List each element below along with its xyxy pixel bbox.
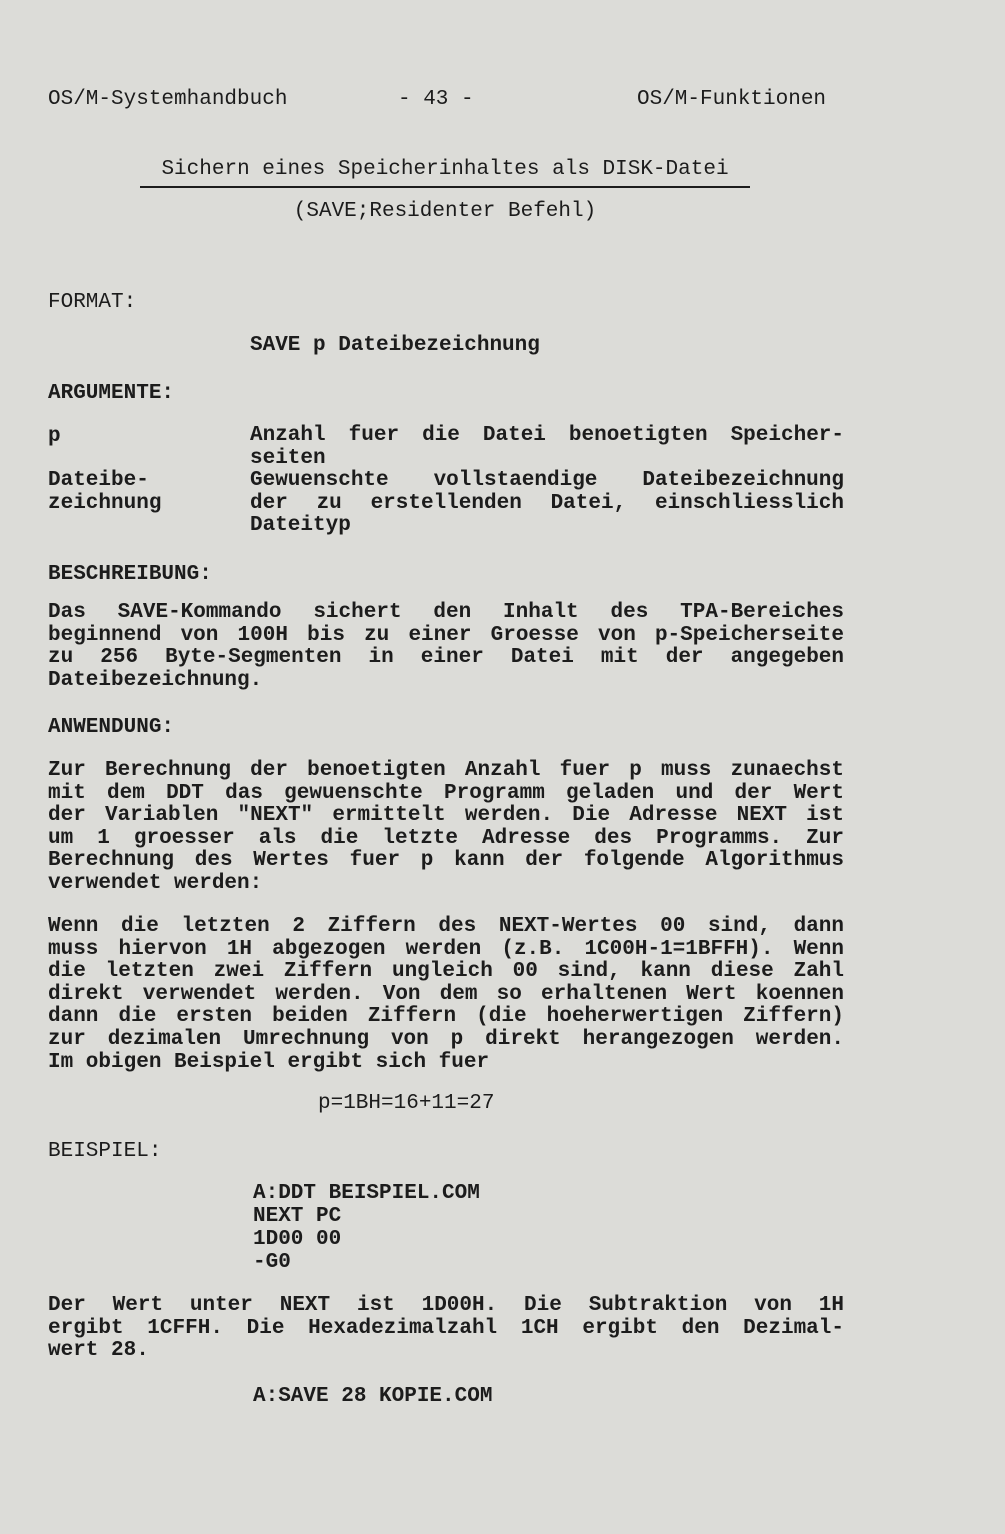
description-label: BESCHREIBUNG: [48, 563, 212, 586]
title-underline [140, 186, 750, 188]
formula: p=1BH=16+11=27 [318, 1092, 495, 1115]
usage-paragraph-1: Zur Berechnung der benoetigten Anzahl fuer p muss zunaechst mit dem DDT das gewuenschte Programm geladen und der Wert der Variablen "NEXT" ermittelt werden. Die Adresse NEXT ist um 1 groesser als die letzte Adresse des Programms. Zur Berechnung des Wertes fuer p kann der folgende Algorithmus verwendet werden: [48, 759, 844, 895]
header-left: OS/M-Systemhandbuch [48, 88, 288, 111]
header-right: OS/M-Funktionen [637, 88, 827, 111]
section-title: Sichern eines Speicherinhaltes als DISK-Datei [161, 158, 729, 181]
page-number: - 43 - [398, 88, 474, 111]
example-code-line: 1D00 00 [253, 1228, 342, 1251]
arg-p-description: Anzahl fuer die Datei benoetigten Speicher- seiten [250, 424, 844, 470]
usage-label: ANWENDUNG: [48, 716, 175, 739]
section-subtitle: (SAVE;Residenter Befehl) [293, 200, 597, 223]
arg-file-name-1: Dateibe- [48, 469, 149, 492]
example-label: BEISPIEL: [48, 1140, 162, 1163]
example-code-line: NEXT PC [253, 1205, 342, 1228]
example-code-line: -G0 [253, 1251, 291, 1274]
usage-paragraph-2: Wenn die letzten 2 Ziffern des NEXT-Wertes 00 sind, dann muss hiervon 1H abgezogen werden (z.B. 1C00H-1=1BFFH). Wenn die letzten zwei Ziffern ungleich 00 sind, kann diese Zahl direkt verwendet werden. Von dem so erhaltenen Wert koennen dann die ersten beiden Ziffern (die hoeherwertigen Ziffern) zur dezimalen Umrechnung von p direkt herangezogen werden. Im obigen Beispiel ergibt sich fuer [48, 915, 844, 1074]
arg-p-name: p [48, 425, 61, 448]
description-paragraph: Das SAVE-Kommando sichert den Inhalt des TPA-Bereiches beginnend von 100H bis zu einer Groesse von p-Speicherseite zu 256 Byte-Segmenten in einer Datei mit der angegeben Dateibezeichnung. [48, 601, 844, 692]
example-code-line: A:DDT BEISPIEL.COM [253, 1182, 480, 1205]
format-syntax: SAVE p Dateibezeichnung [250, 334, 540, 357]
example-command: A:SAVE 28 KOPIE.COM [253, 1385, 493, 1408]
arguments-label: ARGUMENTE: [48, 382, 175, 405]
example-paragraph: Der Wert unter NEXT ist 1D00H. Die Subtraktion von 1H ergibt 1CFFH. Die Hexadezimalzahl 1CH ergibt den Dezimal- wert 28. [48, 1294, 844, 1363]
arg-file-name-2: zeichnung [48, 492, 162, 515]
format-label: FORMAT: [48, 291, 137, 314]
arg-file-description: Gewuenschte vollstaendige Dateibezeichnung der zu erstellenden Datei, einschliesslich Dateityp [250, 469, 844, 538]
